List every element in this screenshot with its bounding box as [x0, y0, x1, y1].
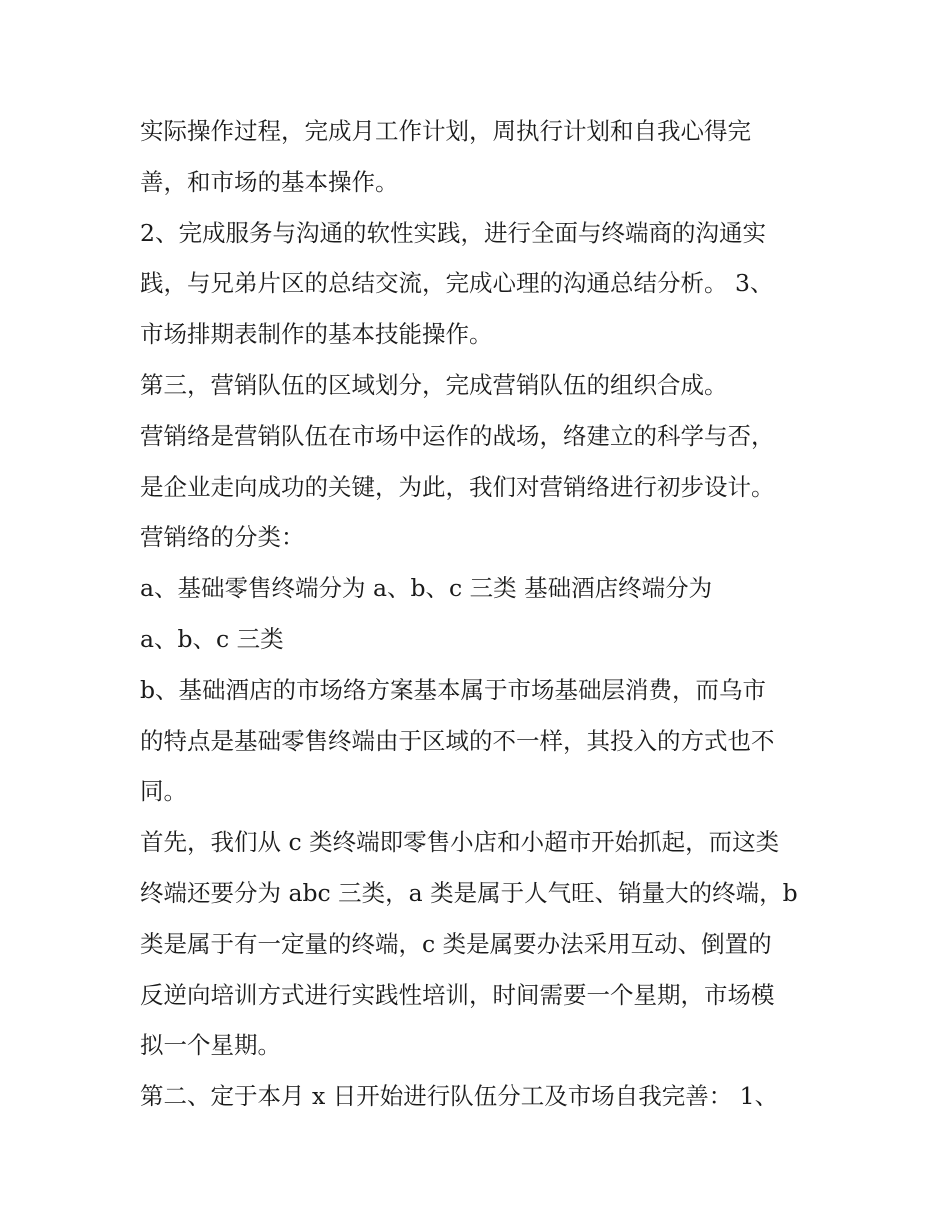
text-line: 践，与兄弟片区的总结交流，完成心理的沟通总结分析。 3、 — [140, 269, 774, 298]
text-line: 2、完成服务与沟通的软性实践，进行全面与终端商的沟通实 — [140, 218, 766, 247]
text-line: 营销络的分类： — [140, 523, 305, 552]
text-line: b、基础酒店的市场络方案基本属于市场基础层消费，而乌市 — [140, 675, 767, 704]
text-line: 的特点是基础零售终端由于区域的不一样，其投入的方式也不 — [140, 726, 775, 755]
text-line: 反逆向培训方式进行实践性培训，时间需要一个星期，市场模 — [140, 980, 775, 1009]
text-line: 第三，营销队伍的区域划分，完成营销队伍的组织合成。 — [140, 370, 728, 399]
text-line: 首先，我们从 c 类终端即零售小店和小超市开始抓起，而这类 — [140, 828, 780, 857]
text-line: 是企业走向成功的关键，为此，我们对营销络进行初步设计。 — [140, 472, 775, 501]
text-line: 终端还要分为 abc 三类，a 类是属于人气旺、销量大的终端，b — [140, 878, 798, 907]
text-line: a、基础零售终端分为 a、b、c 三类 基础酒店终端分为 — [140, 574, 713, 603]
text-line: 类是属于有一定量的终端，c 类是属要办法采用互动、倒置的 — [140, 929, 772, 958]
text-line: 市场排期表制作的基本技能操作。 — [140, 320, 493, 349]
document-body — [140, 106, 820, 1122]
text-line: 营销络是营销队伍在市场中运作的战场，络建立的科学与否， — [140, 421, 775, 450]
text-line: 同。 — [140, 777, 187, 806]
text-line: a、b、c 三类 — [140, 624, 284, 653]
text-line: 善，和市场的基本操作。 — [140, 167, 399, 196]
text-line: 第二、定于本月 x 日开始进行队伍分工及市场自我完善： 1、 — [140, 1082, 779, 1111]
text-line: 拟一个星期。 — [140, 1031, 281, 1060]
text-line: 实际操作过程，完成月工作计划，周执行计划和自我心得完 — [140, 117, 751, 145]
